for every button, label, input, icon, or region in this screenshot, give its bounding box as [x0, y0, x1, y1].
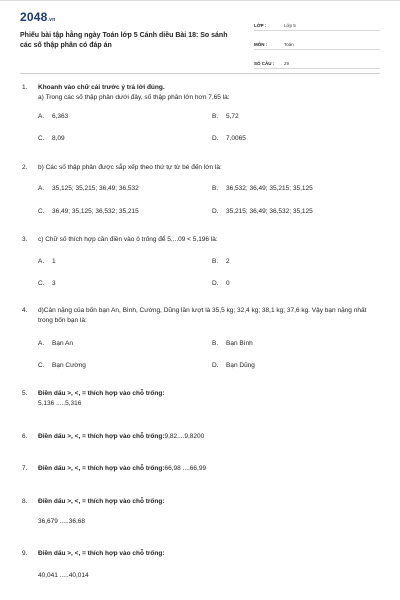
q8-answer[interactable]: 36,679 .....36,68: [38, 518, 85, 525]
meta-class: LỚP : Lớp 5: [254, 17, 380, 31]
header: [0, 1, 400, 66]
q3-option-d[interactable]: D. 0: [212, 280, 230, 287]
q7-answer[interactable]: 66,98 ....66,99: [164, 465, 207, 472]
q2-option-c[interactable]: C. 36,49; 35,125; 36,532; 35,215: [38, 208, 139, 215]
q1-option-b[interactable]: B. 5,72: [212, 113, 239, 120]
meta-subject: MÔN : Toán: [254, 36, 380, 50]
q4-option-a[interactable]: A. Bạn An: [38, 340, 73, 347]
q1-option-a[interactable]: A. 6,363: [38, 113, 69, 120]
q3-option-a[interactable]: A. 1: [38, 258, 56, 265]
question-6: 6. Điền dấu >, <, = thích hợp vào chỗ trống:9,82....9,8200: [22, 433, 205, 440]
q3-option-c[interactable]: C. 3: [38, 280, 56, 287]
document-title: Phiếu bài tập hằng ngày Toán lớp 5 Cánh diều Bài 18: So sánh các số thập phân có đáp án: [20, 32, 228, 49]
q4-option-d[interactable]: D. Bạn Dũng: [212, 362, 255, 369]
q2-option-d[interactable]: D. 35,215; 36,49; 36,532; 35,125: [212, 208, 313, 215]
meta-question-count: SỐ CÂU : 29: [254, 55, 380, 69]
header-divider: [20, 73, 380, 74]
q6-answer[interactable]: 9,82....9,8200: [164, 433, 205, 440]
q2-option-a[interactable]: A. 35,125; 35,215; 36,49; 36,532: [38, 185, 139, 192]
site-logo[interactable]: 2048.vn: [20, 10, 56, 24]
question-5: 5. Điền dấu >, <, = thích hợp vào chỗ trống: 5,136 .....5,316: [22, 389, 380, 409]
q3-option-b[interactable]: B. 2: [212, 258, 230, 265]
q1-option-d[interactable]: D. 7,0065: [212, 135, 246, 142]
q5-answer[interactable]: 5,136 .....5,316: [38, 400, 82, 407]
q9-answer[interactable]: 40,041 .....40,014: [38, 572, 89, 579]
question-2: 2. b) Các số thập phân được sắp xếp theo thứ tự từ bé đến lớn là:: [22, 164, 222, 171]
question-1: 1. Khoanh vào chữ cái trước ý trả lời đúng. a) Trong các số thập phân dưới đây, số thập phân lớn hơn 7,65 là:: [22, 84, 230, 101]
q1-option-c[interactable]: C. 8,09: [38, 135, 65, 142]
q2-option-b[interactable]: B. 36,532; 36,49; 35,215; 35,125: [212, 185, 313, 192]
question-4: 4. d)Cân nặng của bốn bạn An, Bình, Cường, Dũng lần lượt là 35,5 kg; 32,4 kg; 38,1 kg; 37,6 kg. Vậy bạn nặng nhất trong bốn bạn là:: [22, 307, 367, 324]
question-3: 3. c) Chữ số thích hợp cần điền vào ô trống để 5,...09 < 5,196 là:: [22, 236, 218, 243]
question-8: 8. Điền dấu >, <, = thích hợp vào chỗ trống:: [22, 498, 165, 505]
q4-option-c[interactable]: C. Bạn Cường: [38, 362, 86, 369]
q4-option-b[interactable]: B. Bạn Bình: [212, 340, 253, 347]
question-9: 9. Điền dấu >, <, = thích hợp vào chỗ trống:: [22, 550, 165, 557]
meta-info: [254, 17, 380, 74]
question-7: 7. Điền dấu >, <, = thích hợp vào chỗ trống:66,98 ....66,99: [22, 465, 207, 472]
